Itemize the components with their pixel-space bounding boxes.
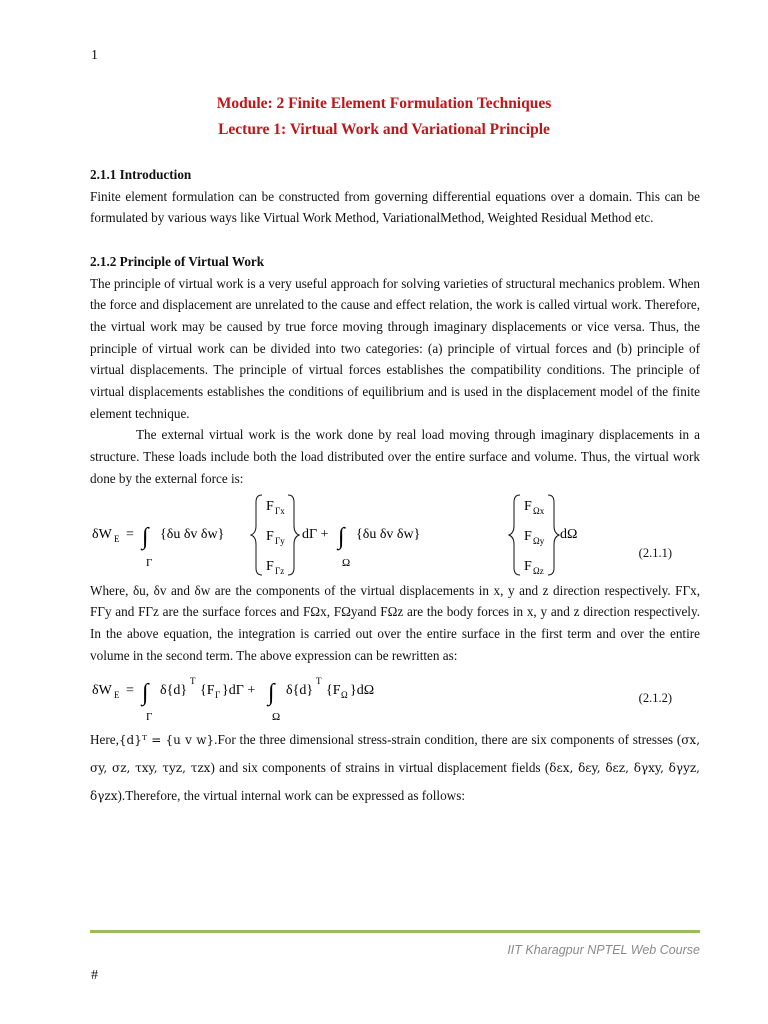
definitions-paragraph: Where, δu, δv and δw are the components of the virtual displacements in x, y and z direction respectively. FΓx, FΓy and FΓz are the surface forces and FΩx, FΩyand FΩz are the body forces in x, y and z direction respectively. In the above equation, the integration is carried out over the entire surface in the first term and over the entire volume in the second term. The above expression can be rewritten as: (90, 582, 700, 663)
svg-text:Γ: Γ (215, 690, 221, 701)
svg-text:T: T (190, 676, 196, 687)
page-number-bottom: # (91, 968, 98, 983)
svg-text:dΩ: dΩ (560, 526, 578, 542)
equation-2-1-1 (90, 490, 700, 580)
svg-text:{δu δv δw}: {δu δv δw} (160, 526, 225, 542)
document-body (90, 164, 700, 810)
svg-text:Γ: Γ (146, 556, 153, 569)
strain-paragraph (90, 726, 700, 810)
svg-text:Ω: Ω (341, 690, 348, 701)
svg-text:{F: {F (326, 683, 341, 699)
svg-text:Γx: Γx (275, 505, 285, 516)
svg-text:Γy: Γy (275, 535, 285, 546)
svg-text:∫: ∫ (142, 523, 149, 550)
stress-components-math: σx, σy, σz, τxy, τyz, τzx (90, 733, 701, 776)
section-heading-intro: 2.1.1 Introduction (90, 167, 192, 182)
svg-text:Ω: Ω (342, 556, 351, 569)
equation-2-1-2-graphic (90, 666, 650, 726)
strain-lead: ) and six components of strains in virtual displacement fields ( (210, 760, 550, 776)
svg-text:}dΩ: }dΩ (350, 683, 375, 699)
svg-text:∫: ∫ (268, 680, 275, 707)
svg-text:δW: δW (92, 526, 112, 542)
page-number-top: 1 (91, 48, 98, 63)
svg-text:=: = (126, 683, 134, 699)
svg-text:=: = (126, 526, 134, 542)
svg-text:δW: δW (92, 683, 112, 699)
svg-text:E: E (114, 690, 120, 701)
svg-text:F: F (266, 528, 274, 544)
svg-text:}dΓ +: }dΓ + (222, 683, 256, 699)
here-lead: Here, (90, 732, 119, 748)
svg-text:Ωx: Ωx (533, 505, 545, 516)
svg-text:{F: {F (200, 683, 215, 699)
svg-text:F: F (524, 528, 532, 544)
svg-text:F: F (266, 558, 274, 574)
footer-divider (90, 930, 700, 933)
svg-text:dΓ +: dΓ + (302, 526, 329, 542)
svg-text:∫: ∫ (338, 523, 345, 550)
svg-text:δ{d}: δ{d} (160, 683, 188, 699)
equation-2-1-1-graphic (90, 490, 650, 580)
svg-text:δ{d}: δ{d} (286, 683, 314, 699)
equation-2-1-2 (90, 666, 700, 726)
svg-text:∫: ∫ (142, 680, 149, 707)
stress-lead: .For the three dimensional stress-strain condition, there are six components of stresses ( (214, 732, 682, 748)
virtual-work-paragraph: The principle of virtual work is a very useful approach for solving varieties of structural mechanics problem. When the force and displacement are unrelated to the cause and effect relation, the work is called virtual work. Therefore, the virtual work may be caused by true force moving through imaginary displacements or vice versa. Thus, the principle of virtual work can be divided into two categories: (a) principle of virtual forces and (b) principle of virtual displacements. The principle of virtual forces establishes the compatibility conditions. The principle of virtual displacements establishes the conditions of equilibrium and is used in the displacement model of the finite element technique. (90, 275, 700, 421)
svg-text:F: F (524, 498, 532, 514)
svg-text:E: E (114, 533, 120, 544)
svg-text:F: F (524, 558, 532, 574)
intro-paragraph: Finite element formulation can be constructed from governing differential equations over a domain. This can be formulated by various ways like Virtual Work Method, VariationalMethod, Weighted Residual Method etc. (90, 188, 700, 226)
svg-text:{δu δv δw}: {δu δv δw} (356, 526, 421, 542)
footer-course-name: IIT Kharagpur NPTEL Web Course (507, 943, 700, 957)
svg-text:Ω: Ω (272, 711, 281, 724)
strain-components-math: δεx, δεy, δεz, δγxy, δγyz, δγzx (90, 761, 700, 804)
svg-text:F: F (266, 498, 274, 514)
d-vector-math: {d}ᵀ = {u v w} (118, 733, 215, 748)
equation-number: (2.1.2) (638, 691, 672, 706)
lecture-title: Lecture 1: Virtual Work and Variational Principle (218, 121, 550, 138)
svg-text:Γ: Γ (146, 711, 153, 724)
section-heading-virtual-work: 2.1.2 Principle of Virtual Work (90, 253, 265, 269)
svg-text:Ωy: Ωy (533, 535, 545, 546)
svg-text:Γz: Γz (275, 565, 285, 576)
svg-text:Ωz: Ωz (533, 565, 544, 576)
svg-text:T: T (316, 676, 322, 687)
equation-number: (2.1.1) (638, 545, 672, 560)
external-work-paragraph: The external virtual work is the work done by real load moving through imaginary displacements in a structure. These loads include both the load distributed over the entire surface and volume. Thus, the virtual work done by the external force is: (90, 427, 700, 486)
strain-tail: ).Therefore, the virtual internal work can be expressed as follows: (117, 788, 466, 804)
module-title: Module: 2 Finite Element Formulation Techniques (216, 95, 552, 112)
